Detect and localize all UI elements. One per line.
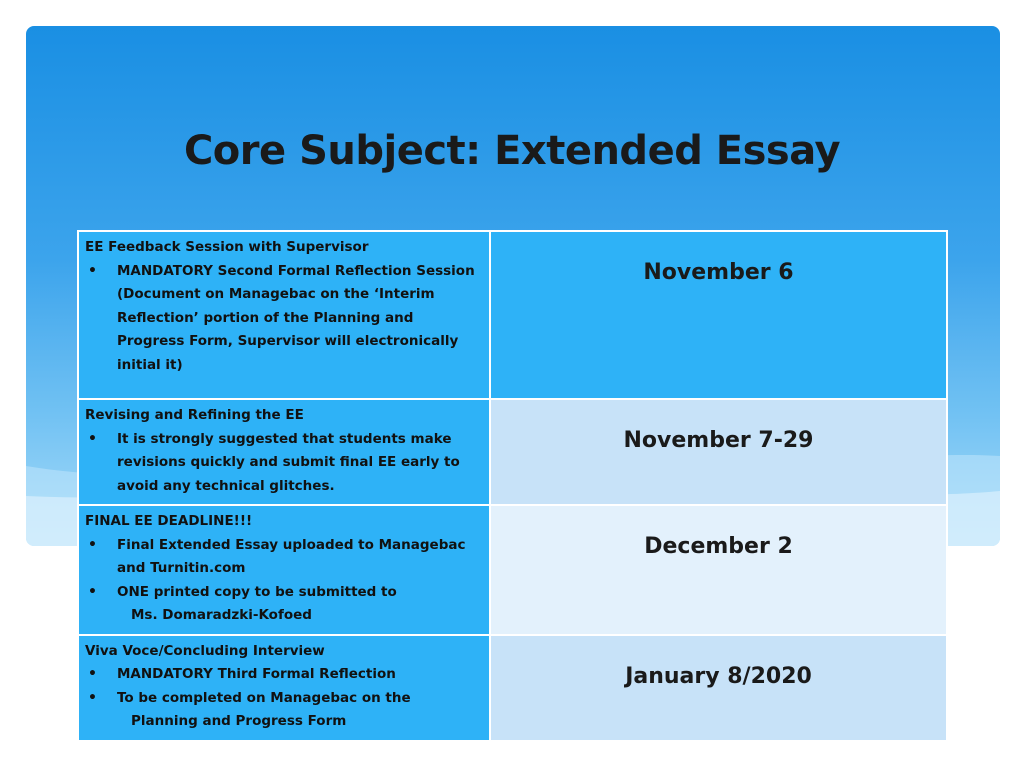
list-item: • Final Extended Essay uploaded to Managebac and Turnitin.com xyxy=(85,534,483,581)
task-cell xyxy=(78,505,490,635)
task-bullets xyxy=(85,534,483,605)
task-cell xyxy=(78,231,490,399)
list-item: • To be completed on Managebac on the xyxy=(85,687,483,711)
task-bullets xyxy=(85,260,483,378)
task-heading: Viva Voce/Concluding Interview xyxy=(85,642,325,659)
date-cell: December 2 xyxy=(490,505,947,635)
date-cell: November 7-29 xyxy=(490,399,947,505)
task-bullets xyxy=(85,428,483,499)
schedule-table xyxy=(77,230,948,742)
task-cell xyxy=(78,635,490,741)
task-heading: Revising and Refining the EE xyxy=(85,407,304,423)
list-item: • It is strongly suggested that students make revisions quickly and submit final EE early to avoid any technical glitches. xyxy=(85,428,483,499)
table-row xyxy=(78,505,947,635)
table-row xyxy=(78,231,947,399)
bullet-continuation: Planning and Progress Form xyxy=(131,713,347,729)
list-item: • MANDATORY Second Formal Reflection Session (Document on Managebac on the ‘Interim Reflection’ portion of the Planning and Progress Form, Supervisor will electronically initial it) xyxy=(85,260,483,378)
date-cell: January 8/2020 xyxy=(490,635,947,741)
task-cell xyxy=(78,399,490,505)
table-row xyxy=(78,635,947,741)
task-heading: EE Feedback Session with Supervisor xyxy=(85,239,369,255)
table-row xyxy=(78,399,947,505)
task-heading: FINAL EE DEADLINE!!! xyxy=(85,513,253,529)
bullet-continuation: Ms. Domaradzki-Kofoed xyxy=(131,607,312,623)
date-cell: November 6 xyxy=(490,231,947,399)
page-title: Core Subject: Extended Essay xyxy=(183,128,841,174)
list-item: • ONE printed copy to be submitted to xyxy=(85,581,483,605)
list-item: • MANDATORY Third Formal Reflection xyxy=(85,663,483,687)
task-bullets xyxy=(85,663,483,710)
